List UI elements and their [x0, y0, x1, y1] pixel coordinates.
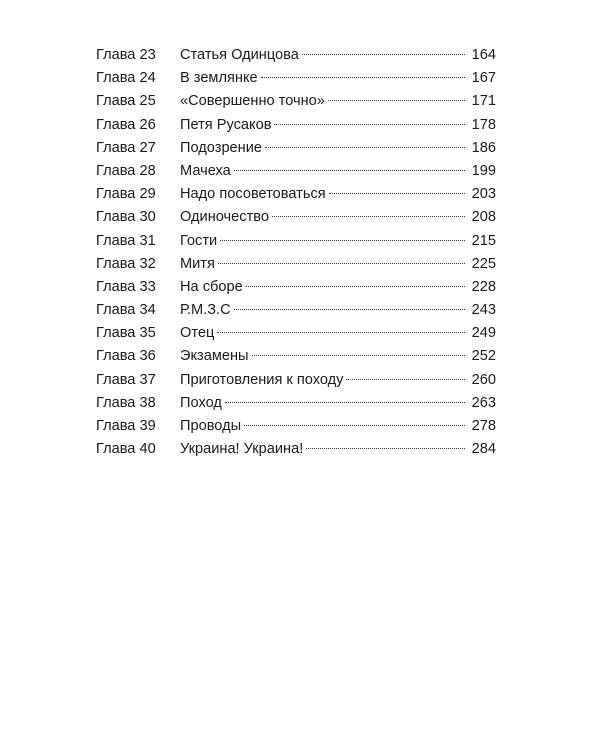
- dot-leader: [217, 332, 465, 333]
- chapter-title: Мачеха: [180, 162, 231, 179]
- dot-leader: [306, 448, 465, 449]
- dot-leader: [246, 286, 465, 287]
- chapter-number: Глава 40: [96, 441, 156, 458]
- dot-leader: [329, 193, 465, 194]
- toc-entry: [96, 160, 496, 183]
- chapter-number: Глава 27: [96, 139, 156, 156]
- chapter-title: «Совершенно точно»: [180, 93, 325, 110]
- chapter-title: Одиночество: [180, 209, 269, 226]
- page-number: 263: [471, 394, 496, 411]
- chapter-number: Глава 37: [96, 371, 156, 388]
- chapter-title: Надо посоветоваться: [180, 186, 326, 203]
- page-number: 278: [471, 418, 496, 434]
- page-number: 178: [471, 116, 496, 133]
- dot-leader: [328, 100, 465, 101]
- dot-leader: [346, 379, 465, 380]
- dot-leader: [265, 147, 465, 148]
- toc-entry: [96, 276, 496, 299]
- toc-entry: [96, 345, 496, 368]
- chapter-title: Подозрение: [180, 139, 263, 156]
- page-number: 203: [471, 186, 496, 203]
- chapter-title: Митя: [180, 255, 215, 272]
- chapter-title: Статья Одинцова: [180, 47, 299, 63]
- chapter-number: Глава 31: [96, 232, 156, 249]
- page-number: 164: [471, 47, 496, 63]
- toc-entry: [96, 415, 496, 438]
- chapter-number: Глава 38: [96, 394, 156, 411]
- chapter-number: Глава 35: [96, 325, 156, 342]
- toc-entry: [96, 322, 496, 345]
- dot-leader: [252, 355, 465, 356]
- page-number: 260: [471, 371, 496, 388]
- chapter-title: Гости: [180, 232, 218, 249]
- dot-leader: [220, 240, 465, 241]
- toc-entry: [96, 183, 496, 206]
- chapter-number: Глава 26: [96, 116, 156, 133]
- page-number: 208: [471, 209, 496, 226]
- chapter-number: Глава 34: [96, 302, 156, 319]
- chapter-number: Глава 25: [96, 93, 156, 110]
- chapter-title: Проводы: [180, 418, 242, 434]
- page-number: 284: [471, 441, 496, 458]
- dot-leader: [302, 54, 465, 55]
- page-number: 167: [471, 70, 496, 87]
- toc-entry: [96, 206, 496, 229]
- toc-entry: [96, 114, 496, 137]
- toc-entry: [96, 253, 496, 276]
- dot-leader: [261, 77, 465, 78]
- dot-leader: [244, 425, 465, 426]
- toc-entry: [96, 137, 496, 160]
- chapter-number: Глава 23: [96, 47, 156, 63]
- page-number: 249: [471, 325, 496, 342]
- page-number: 215: [471, 232, 496, 249]
- toc-entry: [96, 230, 496, 253]
- toc-entry: [96, 299, 496, 322]
- chapter-number: Глава 24: [96, 70, 156, 87]
- toc-entry: [96, 392, 496, 415]
- chapter-title: На сборе: [180, 278, 243, 295]
- dot-leader: [234, 309, 465, 310]
- chapter-title: Экзамены: [180, 348, 249, 365]
- chapter-title: В землянке: [180, 70, 258, 87]
- chapter-number: Глава 29: [96, 186, 156, 203]
- dot-leader: [225, 402, 465, 403]
- chapter-title: Украина! Украина!: [180, 441, 304, 458]
- table-of-contents: [96, 44, 496, 461]
- dot-leader: [272, 216, 465, 217]
- toc-entry: [96, 90, 496, 113]
- toc-entry: [96, 44, 496, 67]
- page-number: 228: [471, 278, 496, 295]
- page-number: 243: [471, 302, 496, 319]
- page-number: 252: [471, 348, 496, 365]
- chapter-title: Отец: [180, 325, 215, 342]
- chapter-title: Приготовления к походу: [180, 371, 344, 388]
- dot-leader: [234, 170, 465, 171]
- page-number: 225: [471, 255, 496, 272]
- chapter-number: Глава 32: [96, 255, 156, 272]
- chapter-number: Глава 28: [96, 162, 156, 179]
- dot-leader: [218, 263, 465, 264]
- toc-entry: [96, 369, 496, 392]
- toc-entry: [96, 438, 496, 461]
- chapter-number: Глава 30: [96, 209, 156, 226]
- page-number: 199: [471, 162, 496, 179]
- toc-entry: [96, 67, 496, 90]
- dot-leader: [274, 124, 465, 125]
- chapter-title: Поход: [180, 394, 222, 411]
- chapter-title: Петя Русаков: [180, 116, 272, 133]
- page-number: 171: [471, 93, 496, 110]
- chapter-title: Р.М.З.С: [180, 302, 231, 319]
- chapter-number: Глава 36: [96, 348, 156, 365]
- page-number: 186: [471, 139, 496, 156]
- chapter-number: Глава 33: [96, 278, 156, 295]
- chapter-number: Глава 39: [96, 418, 156, 434]
